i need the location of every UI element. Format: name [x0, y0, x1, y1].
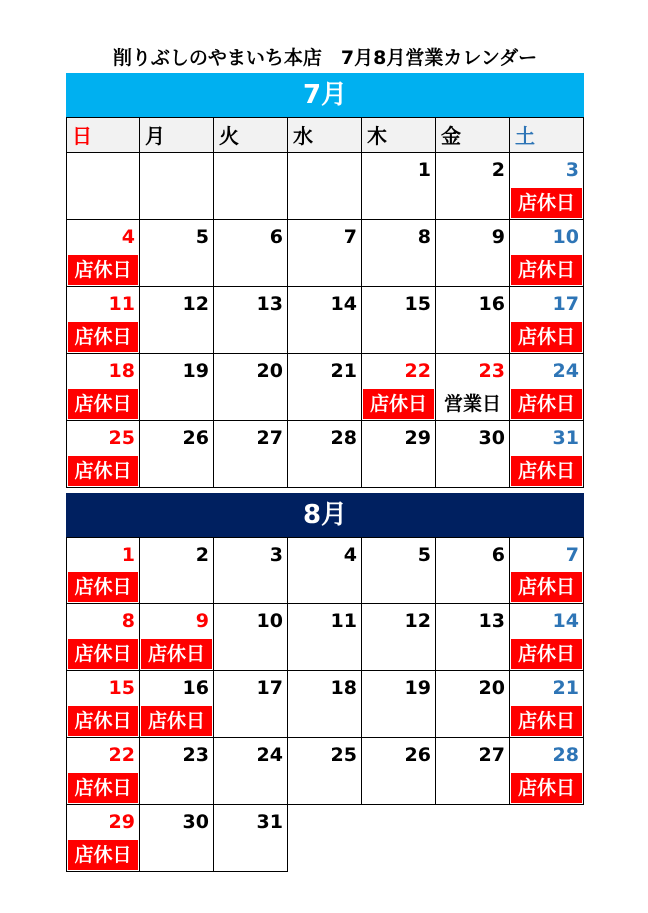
day-number: 8: [121, 610, 135, 632]
day-number: 14: [552, 610, 579, 632]
day-cell: [66, 421, 140, 488]
day-cell: [510, 604, 584, 671]
day-number: 27: [256, 427, 283, 449]
closed-badge: 店休日: [68, 322, 138, 352]
closed-badge: 店休日: [68, 840, 138, 870]
day-number: 21: [330, 360, 357, 382]
day-cell-blank: [214, 153, 288, 220]
day-cell: [436, 537, 510, 604]
day-number: 29: [404, 427, 431, 449]
day-number: 7: [343, 226, 357, 248]
day-cell: [140, 537, 214, 604]
day-number: 14: [330, 293, 357, 315]
day-number: 26: [404, 744, 431, 766]
week-row: [66, 805, 584, 872]
day-cell: [362, 220, 436, 287]
day-number: 8: [417, 226, 431, 248]
day-number: 2: [491, 159, 505, 181]
day-number: 12: [404, 610, 431, 632]
closed-badge: 店休日: [511, 188, 582, 218]
day-number: 25: [108, 427, 135, 449]
day-cell: [66, 604, 140, 671]
day-cell: [214, 805, 288, 872]
day-cell: [510, 537, 584, 604]
day-number: 6: [269, 226, 283, 248]
day-cell: [288, 738, 362, 805]
day-cell: [436, 354, 510, 421]
day-cell-blank: [288, 805, 362, 872]
weekday-header: 金: [436, 117, 510, 153]
weekday-header: 日: [66, 117, 140, 153]
day-cell: [214, 354, 288, 421]
calendar-grid-july: [66, 117, 584, 488]
closed-badge: 店休日: [68, 389, 138, 419]
week-row: [66, 604, 584, 671]
day-number: 31: [256, 811, 283, 833]
day-number: 12: [182, 293, 209, 315]
day-number: 3: [565, 159, 579, 181]
day-cell: [140, 421, 214, 488]
day-cell: [140, 671, 214, 738]
day-number: 23: [478, 360, 505, 382]
day-number: 5: [195, 226, 209, 248]
week-row: [66, 671, 584, 738]
day-number: 26: [182, 427, 209, 449]
day-number: 25: [330, 744, 357, 766]
week-row: [66, 287, 584, 354]
day-cell: [362, 153, 436, 220]
day-number: 4: [343, 544, 357, 566]
weekday-header: 土: [510, 117, 584, 153]
day-number: 17: [552, 293, 579, 315]
day-number: 27: [478, 744, 505, 766]
day-cell: [214, 537, 288, 604]
closed-badge: 店休日: [68, 639, 138, 669]
day-number: 7: [565, 544, 579, 566]
closed-badge: 店休日: [68, 773, 138, 803]
day-number: 24: [552, 360, 579, 382]
calendar-grid-august: [66, 537, 584, 872]
day-cell: [66, 220, 140, 287]
day-number: 11: [108, 293, 135, 315]
closed-badge: 店休日: [511, 255, 582, 285]
day-number: 22: [404, 360, 431, 382]
day-number: 9: [195, 610, 209, 632]
day-cell-blank: [140, 153, 214, 220]
day-cell-blank: [362, 805, 436, 872]
day-cell: [140, 220, 214, 287]
day-cell: [140, 287, 214, 354]
day-number: 18: [108, 360, 135, 382]
weekday-header: 木: [362, 117, 436, 153]
day-cell: [436, 671, 510, 738]
day-number: 19: [182, 360, 209, 382]
day-number: 18: [330, 677, 357, 699]
day-cell: [214, 738, 288, 805]
day-cell: [66, 671, 140, 738]
day-cell: [436, 287, 510, 354]
day-cell: [288, 220, 362, 287]
week-row: [66, 738, 584, 805]
day-number: 2: [195, 544, 209, 566]
day-number: 3: [269, 544, 283, 566]
day-number: 22: [108, 744, 135, 766]
closed-badge: 店休日: [68, 572, 138, 602]
week-row: [66, 421, 584, 488]
day-cell-blank: [510, 805, 584, 872]
weekday-header-row: [66, 117, 584, 153]
day-cell: [66, 537, 140, 604]
weekday-header: 火: [214, 117, 288, 153]
closed-badge: 店休日: [511, 456, 582, 486]
day-number: 19: [404, 677, 431, 699]
day-number: 20: [256, 360, 283, 382]
day-number: 13: [478, 610, 505, 632]
day-cell: [510, 153, 584, 220]
weekday-header: 水: [288, 117, 362, 153]
closed-badge: 店休日: [141, 639, 212, 669]
day-number: 23: [182, 744, 209, 766]
day-number: 21: [552, 677, 579, 699]
closed-badge: 店休日: [511, 572, 582, 602]
day-number: 1: [417, 159, 431, 181]
day-cell: [436, 604, 510, 671]
day-number: 15: [108, 677, 135, 699]
closed-badge: 店休日: [68, 456, 138, 486]
day-number: 24: [256, 744, 283, 766]
day-cell: [140, 805, 214, 872]
closed-badge: 店休日: [511, 389, 582, 419]
day-number: 15: [404, 293, 431, 315]
day-cell: [362, 287, 436, 354]
day-cell: [436, 220, 510, 287]
day-cell: [214, 421, 288, 488]
closed-badge: 店休日: [511, 773, 582, 803]
day-cell: [66, 287, 140, 354]
day-cell: [214, 604, 288, 671]
day-cell: [510, 220, 584, 287]
week-row: [66, 220, 584, 287]
closed-badge: 店休日: [363, 389, 434, 419]
day-cell: [140, 354, 214, 421]
week-row: [66, 537, 584, 604]
day-cell: [510, 287, 584, 354]
day-cell: [288, 354, 362, 421]
day-number: 30: [182, 811, 209, 833]
closed-badge: 店休日: [68, 255, 138, 285]
open-badge: 営業日: [437, 389, 508, 419]
day-number: 10: [552, 226, 579, 248]
day-cell: [510, 354, 584, 421]
day-cell: [362, 354, 436, 421]
day-number: 4: [121, 226, 135, 248]
closed-badge: 店休日: [68, 706, 138, 736]
day-cell: [288, 287, 362, 354]
weekday-header: 月: [140, 117, 214, 153]
day-cell: [436, 153, 510, 220]
week-row: [66, 354, 584, 421]
day-cell: [362, 738, 436, 805]
day-cell: [288, 537, 362, 604]
day-cell: [362, 421, 436, 488]
month-header-august: 8月: [66, 493, 584, 537]
day-cell: [288, 421, 362, 488]
day-cell-blank: [288, 153, 362, 220]
day-number: 28: [552, 744, 579, 766]
closed-badge: 店休日: [141, 706, 212, 736]
day-number: 9: [491, 226, 505, 248]
day-cell: [214, 671, 288, 738]
day-cell: [436, 738, 510, 805]
day-number: 5: [417, 544, 431, 566]
day-number: 1: [121, 544, 135, 566]
day-cell: [214, 220, 288, 287]
day-cell: [510, 671, 584, 738]
closed-badge: 店休日: [511, 706, 582, 736]
day-cell: [436, 421, 510, 488]
day-cell: [140, 738, 214, 805]
day-cell: [214, 287, 288, 354]
day-cell: [510, 421, 584, 488]
page-title: 削りぶしのやまいち本店 7月8月営業カレンダー: [112, 47, 538, 69]
day-number: 16: [478, 293, 505, 315]
day-number: 11: [330, 610, 357, 632]
day-number: 28: [330, 427, 357, 449]
day-cell: [66, 805, 140, 872]
day-cell: [66, 354, 140, 421]
closed-badge: 店休日: [511, 322, 582, 352]
day-cell: [510, 738, 584, 805]
day-number: 31: [552, 427, 579, 449]
day-cell: [288, 671, 362, 738]
closed-badge: 店休日: [511, 639, 582, 669]
day-cell-blank: [66, 153, 140, 220]
day-number: 10: [256, 610, 283, 632]
day-number: 13: [256, 293, 283, 315]
day-cell: [362, 604, 436, 671]
day-cell: [66, 738, 140, 805]
day-cell: [362, 671, 436, 738]
day-cell-blank: [436, 805, 510, 872]
day-number: 17: [256, 677, 283, 699]
day-cell: [288, 604, 362, 671]
day-number: 6: [491, 544, 505, 566]
week-row: [66, 153, 584, 220]
month-header-july: 7月: [66, 73, 584, 117]
day-number: 20: [478, 677, 505, 699]
day-number: 29: [108, 811, 135, 833]
day-cell: [140, 604, 214, 671]
day-cell: [362, 537, 436, 604]
day-number: 30: [478, 427, 505, 449]
day-number: 16: [182, 677, 209, 699]
